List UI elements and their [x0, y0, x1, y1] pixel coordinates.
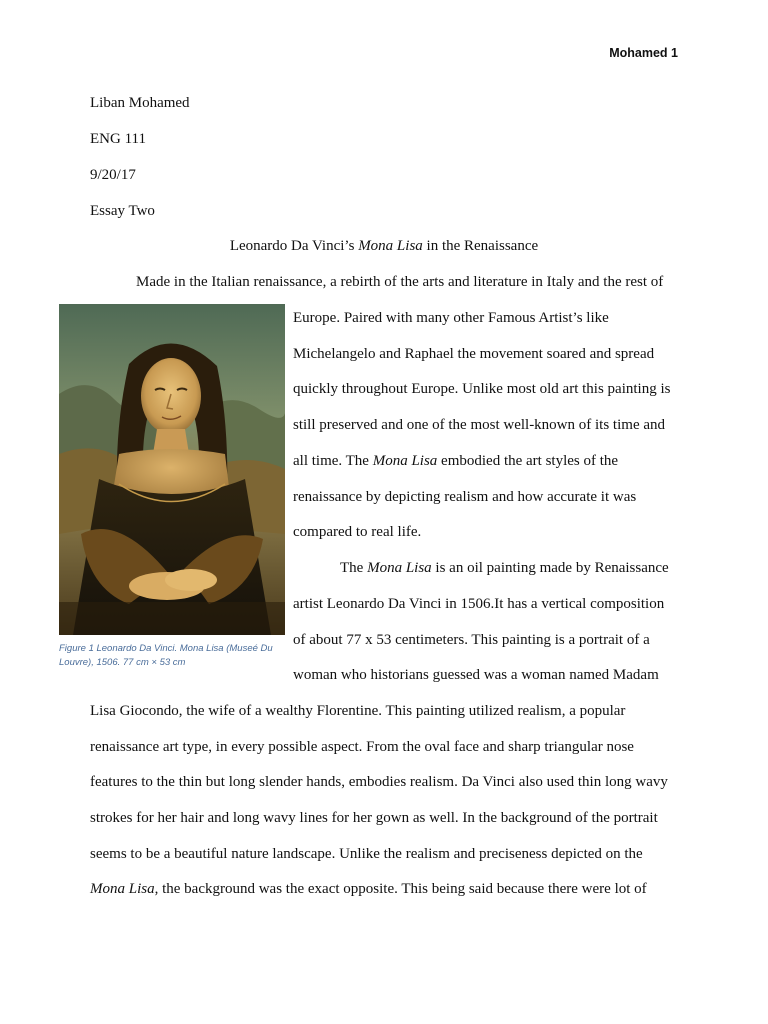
paragraph-line — [293, 451, 618, 471]
title-part: in the Renaissance — [422, 238, 539, 254]
running-head: Mohamed 1 — [609, 46, 678, 60]
text-run: , the background was the exact opposite. This being said because there were lot of — [154, 881, 647, 897]
mona-lisa-painting — [59, 304, 285, 635]
painting-illustration — [59, 304, 285, 635]
paragraph-line: Lisa Giocondo, the wife of a wealthy Florentine. This painting utilized realism, a popular — [90, 703, 626, 719]
paragraph-line — [340, 558, 669, 578]
figure-caption: Figure 1 Leonardo Da Vinci. Mona Lisa (Museé Du Louvre), 1506. 77 cm × 53 cm — [59, 643, 273, 668]
italic-title-run: Mona Lisa — [372, 453, 438, 469]
course-name: ENG 111 — [90, 131, 146, 147]
text-run: all time. The — [293, 453, 373, 469]
paragraph-line: Michelangelo and Raphael the movement soared and spread — [293, 346, 655, 362]
text-run: is an oil painting made by Renaissance — [431, 560, 669, 576]
paragraph-line: compared to real life. — [293, 524, 422, 540]
title-italic: Mona Lisa — [358, 238, 423, 254]
paragraph-line: seems to be a beautiful nature landscape. Unlike the realism and preciseness depicted on the — [90, 846, 643, 862]
text-run: The — [340, 560, 368, 576]
author-name: Liban Mohamed — [90, 95, 190, 111]
assignment-name: Essay Two — [90, 203, 155, 219]
italic-title-run: Mona Lisa — [367, 560, 432, 576]
paragraph-line: Made in the Italian renaissance, a rebirth of the arts and literature in Italy and the rest of — [136, 274, 664, 290]
essay-title — [0, 236, 768, 256]
paragraph-line: renaissance by depicting realism and how accurate it was — [293, 489, 637, 505]
paragraph-line: strokes for her hair and long wavy lines for her gown as well. In the background of the portrait — [90, 810, 658, 826]
hand-top — [165, 569, 217, 591]
chair-arm — [59, 602, 285, 635]
paragraph-line: renaissance art type, in every possible aspect. From the oval face and sharp triangular nose — [90, 739, 634, 755]
paragraph-line: woman who historians guessed was a woman named Madam — [293, 667, 659, 683]
essay-date: 9/20/17 — [90, 167, 136, 183]
paragraph-line: quickly throughout Europe. Unlike most old art this painting is — [293, 381, 671, 397]
paragraph-line: artist Leonardo Da Vinci in 1506.It has a vertical composition — [293, 596, 665, 612]
paragraph-line: features to the thin but long slender hands, embodies realism. Da Vinci also used thin long wavy — [90, 774, 668, 790]
paragraph-line: still preserved and one of the most well-known of its time and — [293, 417, 666, 433]
text-run: embodied the art styles of the — [437, 453, 619, 469]
paragraph-line — [90, 879, 647, 899]
paragraph-line: of about 77 x 53 centimeters. This painting is a portrait of a — [293, 632, 650, 648]
paragraph-line: Europe. Paired with many other Famous Artist’s like — [293, 310, 609, 326]
italic-title-run: Mona Lisa — [90, 881, 155, 897]
title-part: Leonardo Da Vinci’s — [229, 238, 359, 254]
